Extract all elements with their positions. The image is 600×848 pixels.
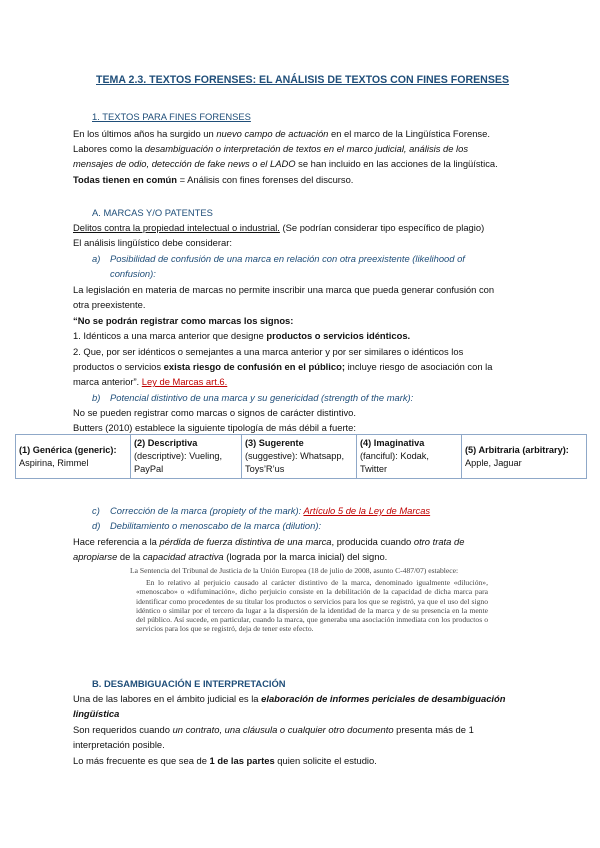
list-label-d: d)	[92, 520, 101, 531]
list-item-b: Potencial distintivo de una marca y su genericidad (strength of the mark):	[110, 392, 414, 403]
paragraph-line: No se pueden registrar como marcas o signos de carácter distintivo.	[73, 407, 356, 418]
typology-cell: (2) Descriptiva (descriptive): Vueling, PayPal	[131, 435, 242, 479]
paragraph-line: lingüística	[73, 708, 120, 719]
paragraph-line: En los últimos años ha surgido un nuevo campo de actuación en el marco de la Lingüística Forense.	[73, 128, 490, 139]
paragraph-line: Delitos contra la propiedad intelectual o industrial. (Se podrían considerar tipo específico de plagio)	[73, 222, 485, 233]
typology-table	[15, 434, 587, 479]
section-a-heading: A. MARCAS Y/O PATENTES	[92, 207, 213, 218]
paragraph-line: apropiarse de la capacidad atractiva (lograda por la marca inicial) del signo.	[73, 551, 388, 562]
list-item-c: Corrección de la marca (propiety of the mark): Artículo 5 de la Ley de Marcas	[110, 505, 431, 516]
paragraph-line: mensajes de odio, detección de fake news o el LADO se han incluido en las acciones de la lingüística.	[73, 158, 498, 169]
paragraph-line: El análisis lingüístico debe considerar:	[73, 237, 232, 248]
paragraph-line: Todas tienen en común = Análisis con fines forenses del discurso.	[73, 174, 354, 185]
typology-cell: (1) Genérica (generic): Aspirina, Rimmel	[16, 435, 131, 479]
typology-cell: (4) Imaginativa (fanciful): Kodak, Twitter	[357, 435, 462, 479]
paragraph-line: Hace referencia a la pérdida de fuerza distintiva de una marca, producida cuando otro trata de	[73, 536, 465, 547]
article-5-link[interactable]: Artículo 5 de la Ley de Marcas	[303, 505, 431, 516]
paragraph-line: productos o servicios exista riesgo de confusión en el público; incluye riesgo de asociación con la	[73, 361, 493, 372]
paragraph-line: interpretación posible.	[73, 739, 165, 750]
section-1-heading: 1. TEXTOS PARA FINES FORENSES	[92, 111, 251, 122]
paragraph-line: Butters (2010) establece la siguiente tipología de más débil a fuerte:	[73, 422, 356, 433]
paragraph-line: La legislación en materia de marcas no permite inscribir una marca que pueda generar confusión con	[73, 284, 495, 295]
paragraph-line: 1. Idénticos a una marca anterior que designe productos o servicios idénticos.	[73, 330, 411, 341]
quote-body: En lo relativo al perjuicio causado al carácter distintivo de la marca, denominado igualmente «dilución», «menoscabo» o «difuminación», dicho perjuicio consiste en la debilitación de la capacidad de dicha marca para identificar como procedentes de su titular los productos o servicios para los que se registró, ya que el uso del signo idéntico o similar por el tercero da lugar a la dispersión de la identidad de la marca y de su presencia en la mente del público. Así sucede, en particular, cuando la marca, que generaba una asociación inmediata con los productos o servicios para los que se registró, deja de tener este efecto.	[136, 578, 488, 634]
paragraph-line: 2. Que, por ser idénticos o semejantes a una marca anterior y por ser similares o idénticos los	[73, 346, 464, 357]
page-title: TEMA 2.3. TEXTOS FORENSES: EL ANÁLISIS DE TEXTOS CON FINES FORENSES	[96, 74, 510, 86]
paragraph-line: “No se podrán registrar como marcas los signos:	[73, 315, 294, 326]
list-item-a-cont: confusion):	[110, 268, 156, 279]
paragraph-line: Labores como la desambiguación o interpretación de textos en el marco judicial, análisis de los	[73, 143, 469, 154]
list-item-d: Debilitamiento o menoscabo de la marca (dilution):	[110, 520, 322, 531]
list-label-b: b)	[92, 392, 101, 403]
section-b-heading: B. DESAMBIGUACIÓN E INTERPRETACIÓN	[92, 678, 286, 689]
paragraph-line: Lo más frecuente es que sea de 1 de las partes quien solicite el estudio.	[73, 755, 377, 766]
typology-cell: (3) Sugerente (suggestive): Whatsapp, Toys’R’us	[242, 435, 357, 479]
paragraph-line: marca anterior”. Ley de Marcas art.6.	[73, 376, 228, 387]
typology-cell: (5) Arbitraria (arbitrary): Apple, Jaguar	[462, 435, 587, 479]
paragraph-line: Son requeridos cuando un contrato, una cláusula o cualquier otro documento presenta más de 1	[73, 724, 474, 735]
court-ruling-quote	[122, 566, 502, 668]
paragraph-line: Una de las labores en el ámbito judicial es la elaboración de informes periciales de desambiguación	[73, 693, 506, 704]
list-label-a: a)	[92, 253, 101, 264]
paragraph-line: otra preexistente.	[73, 299, 146, 310]
list-item-a: Posibilidad de confusión de una marca en relación con otra preexistente (likelihood of	[110, 253, 465, 264]
quote-intro: La Sentencia del Tribunal de Justicia de la Unión Europea (18 de julio de 2008, asunto C-487/07) establece:	[130, 566, 459, 575]
list-label-c: c)	[92, 505, 100, 516]
law-reference-link[interactable]: Ley de Marcas art.6.	[141, 376, 228, 387]
